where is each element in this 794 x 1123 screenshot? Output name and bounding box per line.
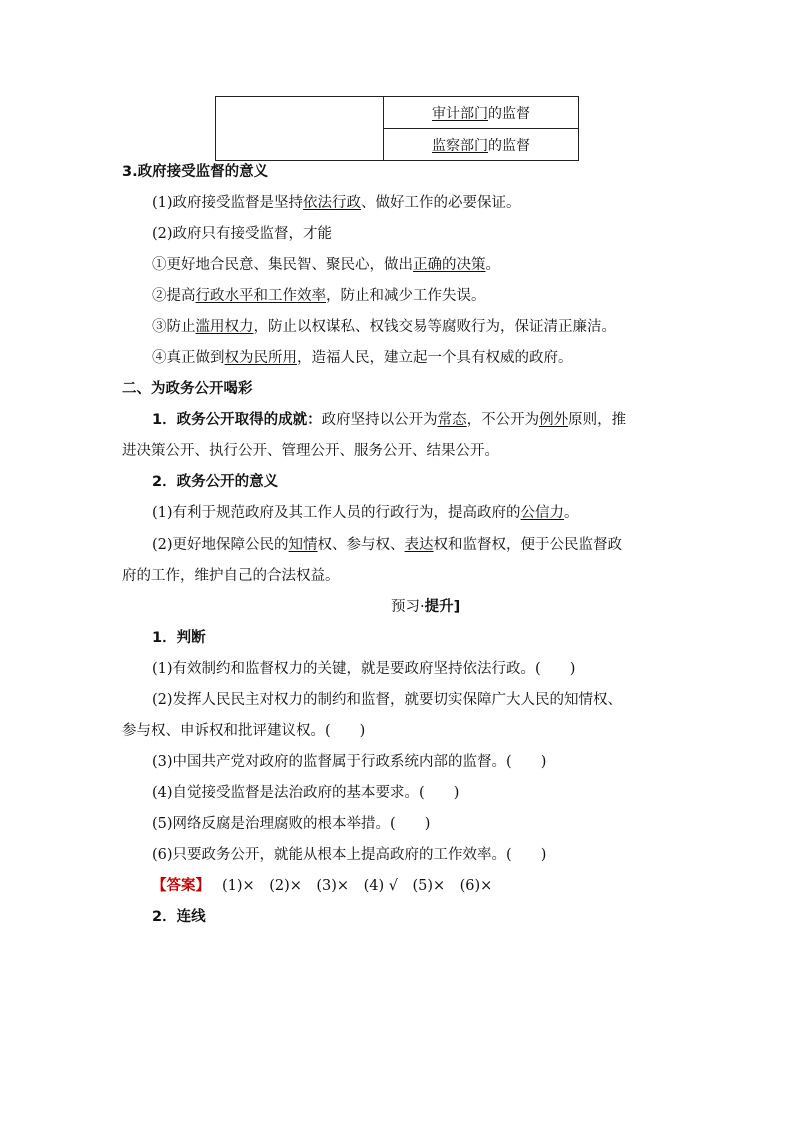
table-cell-keyword: 监察部门 [432,137,488,154]
table-cell-text: 的监督 [488,105,530,122]
underlined-term: 公信力 [520,505,565,521]
underlined-term: 滥用权力 [195,319,254,335]
judgment-item: (3)中国共产党对政府的监督属于行政系统内部的监督。( ) [152,754,547,770]
judgment-item: (1)有效制约和监督权力的关键，就是要政府坚持依法行政。( ) [152,661,576,677]
underlined-term: 依法行政 [303,195,362,211]
judgment-item: 参与权、申诉权和批评建议权。( ) [122,723,366,739]
paragraph: (2)政府只有接受监督，才能 [152,226,333,242]
answer-text: (1)× (2)× (3)× (4) √ (5)× (6)× [222,878,493,894]
table-row [216,97,579,129]
paragraph: (2)更好地保障公民的知情权、参与权、表达权和监督权，便于公民监督政 [152,537,623,553]
table-cell-empty [216,97,384,161]
judgment-item: (2)发挥人民民主对权力的制约和监督，就要切实保障广大人民的知情权、 [152,692,623,708]
underlined-term: 表达 [404,537,434,553]
paragraph: 1．政务公开取得的成就：政府坚持以公开为常态，不公开为例外原则，推 [152,412,627,428]
underlined-term: 知情 [288,537,318,553]
subheading: 2．连线 [152,909,206,925]
section-heading: 3.政府接受监督的意义 [122,164,269,180]
underlined-term: 正确的决策 [413,257,486,273]
underlined-term: 常态 [437,412,467,428]
underlined-term: 权为民所用 [224,350,297,366]
underlined-term: 行政水平和工作效率 [195,288,326,304]
table-cell [384,97,579,129]
paragraph: ④真正做到权为民所用，造福人民，建立起一个具有权威的政府。 [152,350,573,366]
table-cell-keyword: 审计部门 [432,105,488,122]
subheading: 1．判断 [152,630,206,646]
paragraph: 府的工作，维护自己的合法权益。 [122,568,340,584]
underlined-term: 例外 [539,412,569,428]
paragraph: 进决策公开、执行公开、管理公开、服务公开、结果公开。 [122,443,499,459]
supervision-table [215,96,579,161]
judgment-item: (6)只要政务公开，就能从根本上提高政府的工作效率。( ) [152,847,547,863]
judgment-item: (5)网络反腐是治理腐败的根本举措。( ) [152,816,431,832]
subheading: 2．政务公开的意义 [152,474,279,490]
table-cell-text: 的监督 [488,137,530,154]
section-heading: 二、为政务公开喝彩 [122,381,253,397]
paragraph: (1)政府接受监督是坚持依法行政、做好工作的必要保证。 [152,195,521,211]
answer-tag: 【答案】 [152,878,210,894]
paragraph: ②提高行政水平和工作效率，防止和减少工作失误。 [152,288,486,304]
table-cell [384,129,579,161]
judgment-item: (4)自觉接受监督是法治政府的基本要求。( ) [152,785,460,801]
answer-line [152,876,492,896]
section-title: 预习·提升] [391,599,461,615]
paragraph: ①更好地合民意、集民智、聚民心，做出正确的决策。 [152,257,500,273]
paragraph: (1)有利于规范政府及其工作人员的行政行为，提高政府的公信力。 [152,505,579,521]
paragraph: ③防止滥用权力，防止以权谋私、权钱交易等腐败行为，保证清正廉洁。 [152,319,616,335]
